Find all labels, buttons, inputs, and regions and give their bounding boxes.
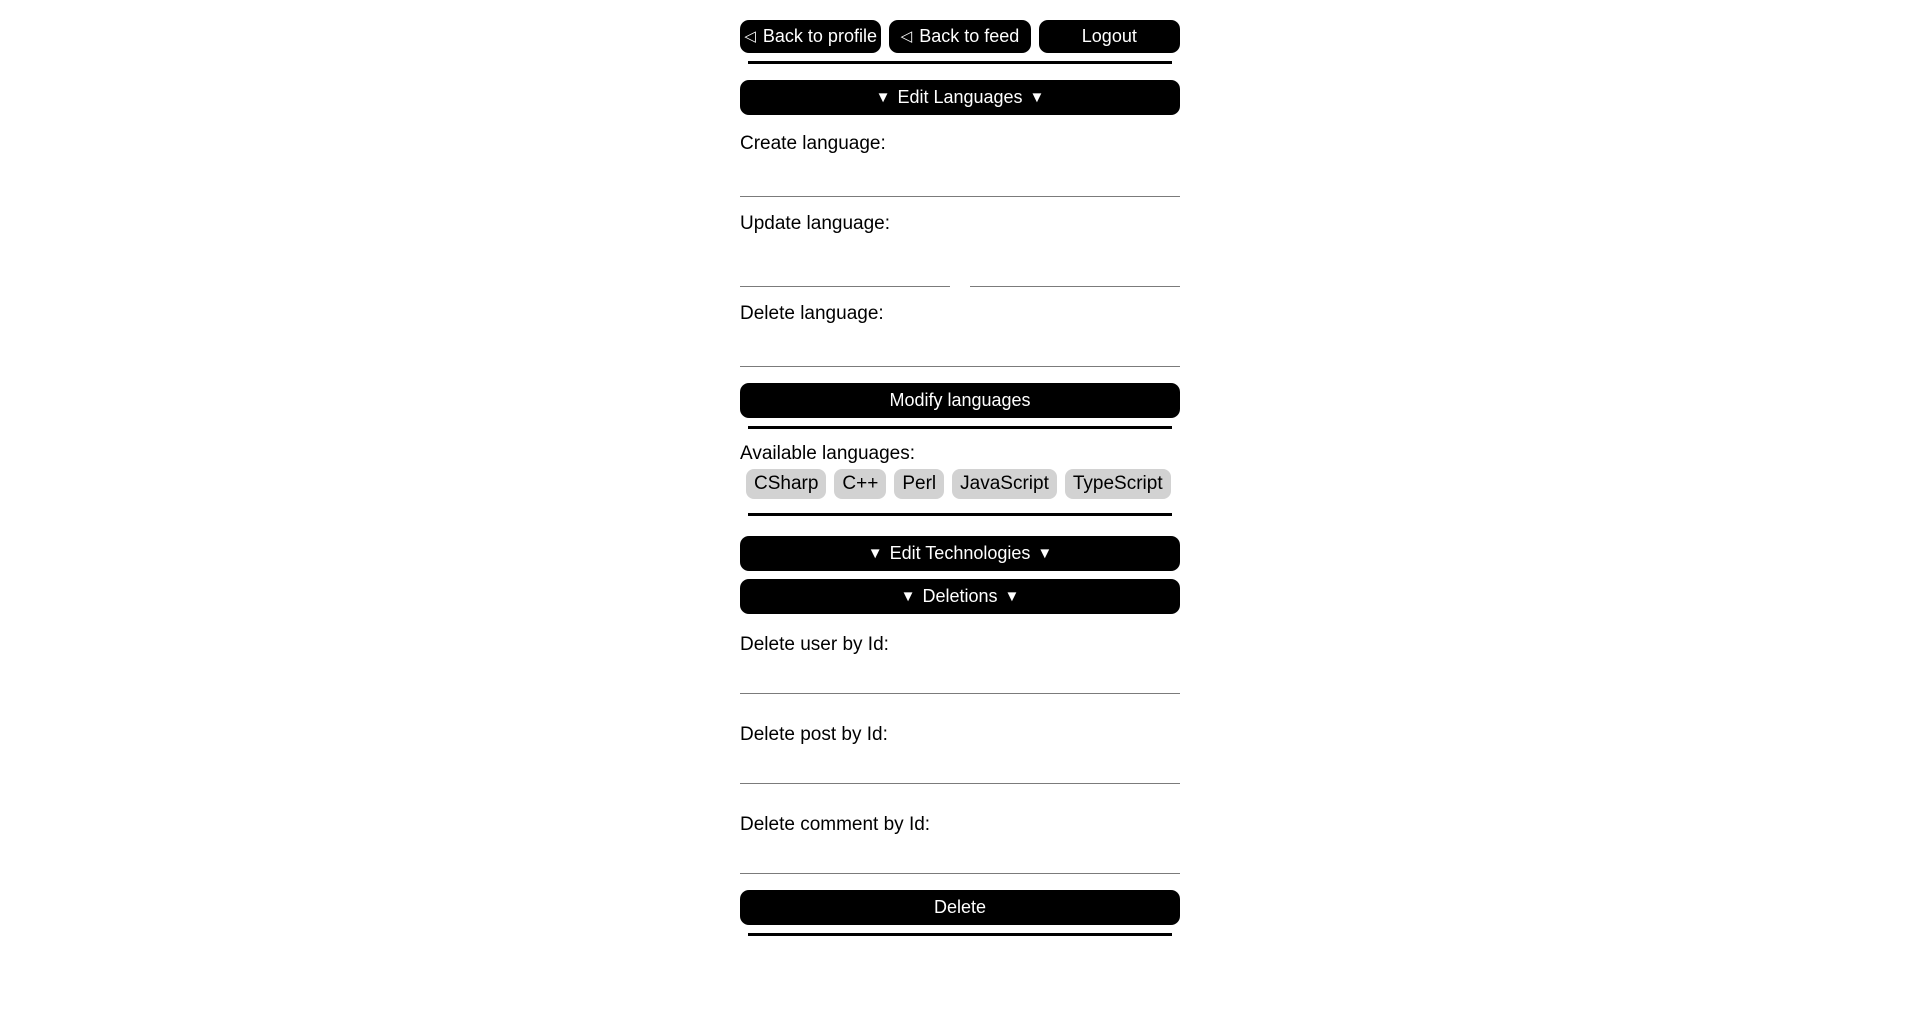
modify-languages-label: Modify languages [889, 390, 1031, 410]
delete-comment-id-input[interactable] [740, 844, 1180, 874]
edit-languages-label: Edit Languages [897, 87, 1023, 107]
delete-user-id-input[interactable] [740, 664, 1180, 694]
chevron-down-icon: ▼ [1029, 89, 1045, 106]
delete-comment-id-label: Delete comment by Id: [740, 814, 931, 835]
language-tag-perl[interactable]: Perl [894, 469, 944, 499]
edit-technologies-label: Edit Technologies [889, 543, 1031, 563]
back-to-profile-button[interactable] [740, 20, 881, 53]
deletions-section [740, 579, 1180, 936]
delete-language-input[interactable] [740, 333, 1180, 367]
languages-section [740, 80, 1180, 516]
available-languages-label: Available languages: [740, 443, 916, 464]
back-triangle-icon: ◁ [900, 28, 913, 45]
language-tag-csharp[interactable]: CSharp [746, 469, 826, 499]
delete-button[interactable] [740, 890, 1180, 925]
delete-post-id-input[interactable] [740, 754, 1180, 784]
language-tag-list [746, 469, 1180, 499]
back-to-feed-label: Back to feed [919, 26, 1020, 46]
create-language-input[interactable] [740, 163, 1180, 197]
deletions-toggle[interactable] [740, 579, 1180, 614]
delete-post-id-label: Delete post by Id: [740, 724, 888, 745]
chevron-down-icon: ▼ [1004, 588, 1020, 605]
edit-languages-toggle[interactable] [740, 80, 1180, 115]
top-nav-row [740, 20, 1180, 53]
deletions-label: Deletions [922, 586, 998, 606]
create-language-label: Create language: [740, 133, 886, 154]
delete-button-label: Delete [933, 897, 987, 917]
chevron-down-icon: ▼ [1037, 545, 1053, 562]
back-to-feed-button[interactable] [889, 20, 1030, 53]
language-tag-typescript[interactable]: TypeScript [1065, 469, 1171, 499]
language-tag-cpp[interactable]: C++ [834, 469, 886, 499]
chevron-down-icon: ▼ [900, 588, 916, 605]
language-tag-javascript[interactable]: JavaScript [952, 469, 1057, 499]
delete-language-label: Delete language: [740, 303, 884, 324]
section-divider [748, 933, 1172, 936]
logout-label: Logout [1081, 26, 1137, 46]
delete-user-id-label: Delete user by Id: [740, 634, 889, 655]
admin-panel [740, 0, 1180, 936]
modify-languages-button[interactable] [740, 383, 1180, 418]
back-to-profile-label: Back to profile [762, 26, 877, 46]
chevron-down-icon: ▼ [867, 545, 883, 562]
logout-button[interactable] [1039, 20, 1180, 53]
update-language-old-input[interactable] [740, 243, 950, 287]
update-language-label: Update language: [740, 213, 891, 234]
section-divider [748, 426, 1172, 429]
update-language-row [740, 243, 1180, 287]
edit-technologies-toggle[interactable] [740, 536, 1180, 571]
back-triangle-icon: ◁ [744, 28, 756, 45]
section-divider [748, 61, 1172, 64]
chevron-down-icon: ▼ [875, 89, 891, 106]
section-divider [748, 513, 1172, 516]
update-language-new-input[interactable] [970, 243, 1180, 287]
